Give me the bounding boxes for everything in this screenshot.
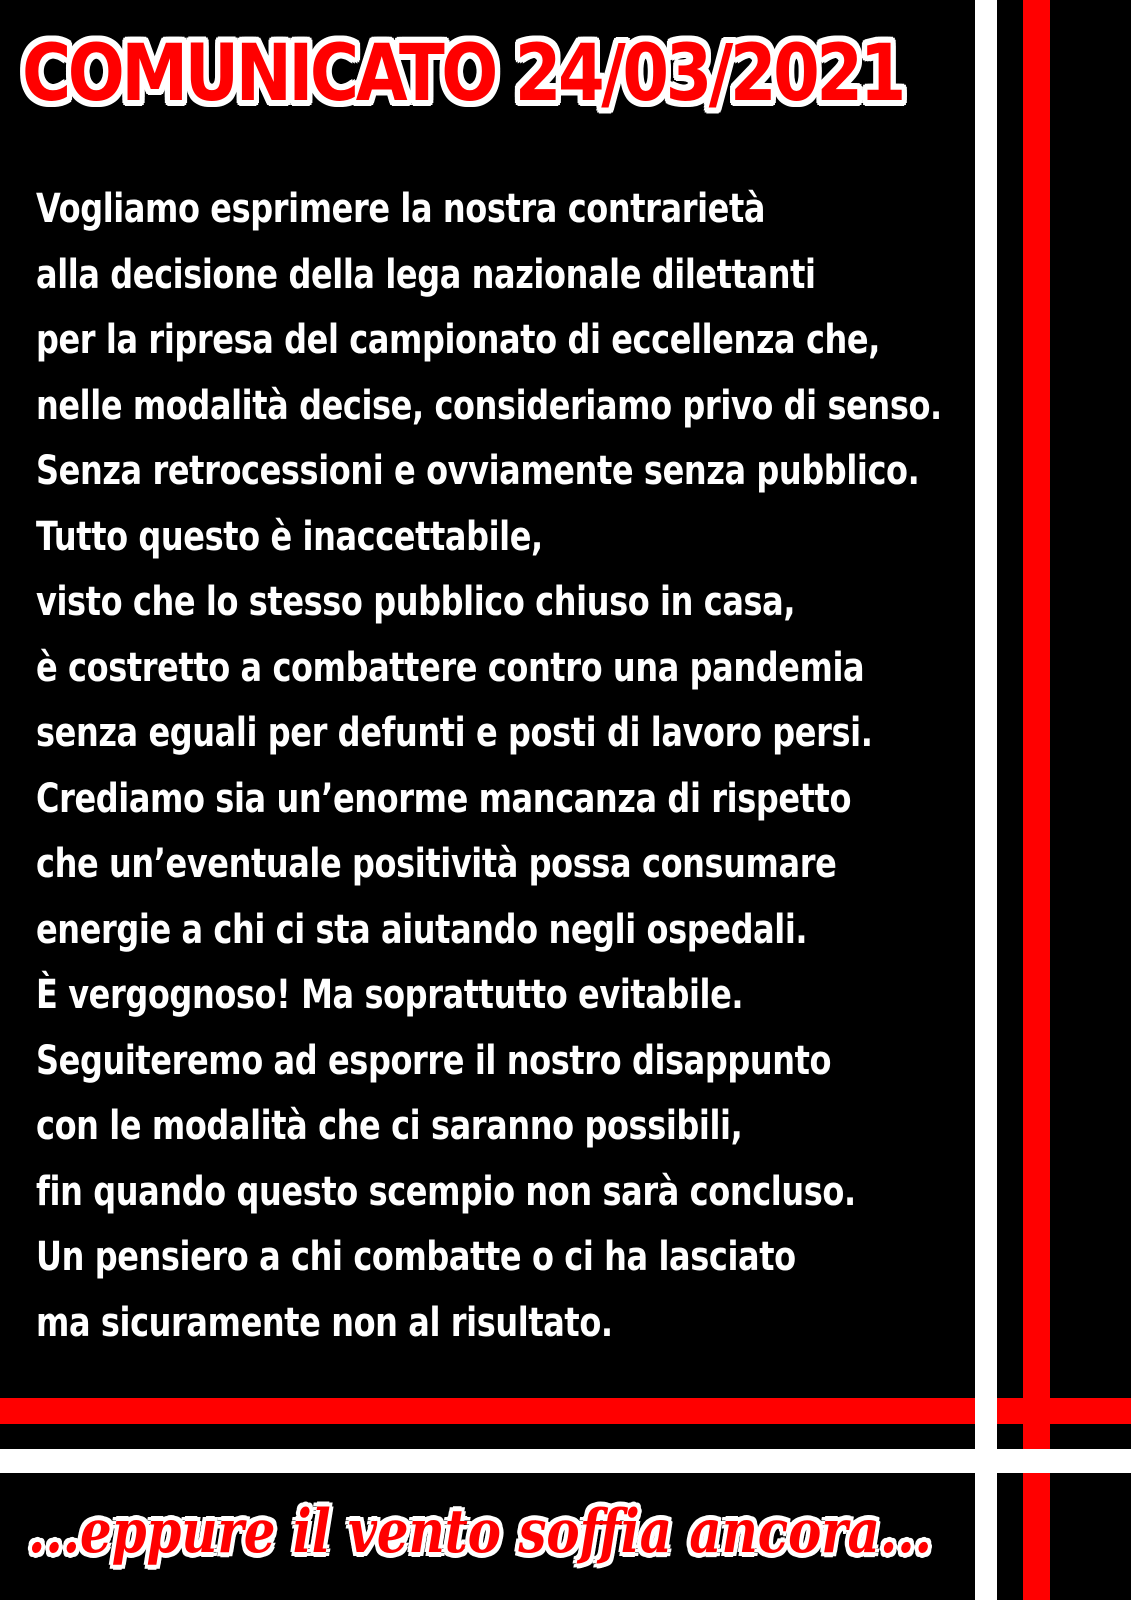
body-line: Senza retrocessioni e ovviamente senza pubblico. [36,448,920,494]
body-line: con le modalità che ci saranno possibili, [36,1103,743,1149]
slogan: ...eppure il vento soffia ancora... [28,1497,932,1567]
horizontal-white-stripe-right [997,1449,1131,1473]
body-line: ma sicuramente non al risultato. [36,1299,613,1346]
body-line: alla decisione della lega nazionale dilettanti [36,251,816,298]
body-line: Vogliamo esprimere la nostra contrarietà [36,186,766,232]
body-line: che un’eventuale positività possa consumare [36,841,837,887]
body-line: È vergognoso! Ma soprattutto evitabile. [36,972,744,1018]
horizontal-red-stripe [0,1398,975,1424]
body-line: Crediamo sia un’enorme mancanza di rispetto [36,775,852,822]
body-line: nelle modalità decise, consideriamo privo di senso. [36,382,942,429]
body-line: Un pensiero a chi combatte o ci ha lasciato [36,1234,796,1280]
body-line: è costretto a combattere contro una pandemia [36,644,865,691]
communique-body [36,177,1076,1356]
body-line: energie a chi ci sta aiutando negli ospedali. [36,906,808,953]
body-line: fin quando questo scempio non sarà concluso. [36,1168,856,1215]
body-line: visto che lo stesso pubblico chiuso in casa, [36,579,796,625]
body-line: senza eguali per defunti e posti di lavoro persi. [36,710,873,756]
horizontal-white-stripe [0,1449,975,1473]
horizontal-red-stripe-right [997,1398,1131,1424]
body-line: Seguiteremo ad esporre il nostro disappunto [36,1037,832,1084]
communique-title: COMUNICATO 24/03/2021 [22,29,903,119]
body-line: Tutto questo è inaccettabile, [36,513,543,560]
body-line: per la ripresa del campionato di eccellenza che, [36,317,880,363]
